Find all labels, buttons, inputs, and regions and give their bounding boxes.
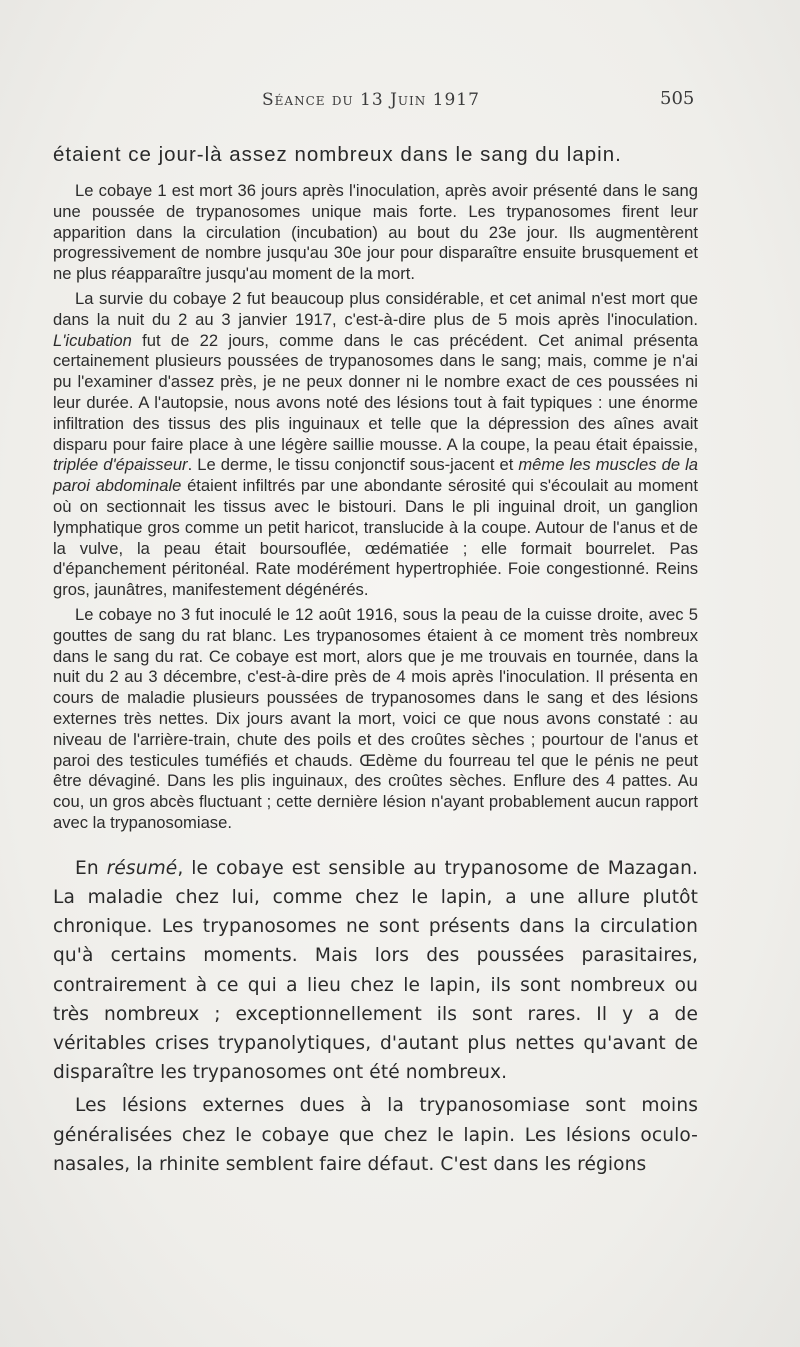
page-number: 505: [660, 88, 695, 109]
paragraph-cobaye-3: Le cobaye no 3 fut inoculé le 12 août 1916, sous la peau de la cuisse droite, avec 5 gouttes de sang du rat blanc. Les trypanosomes étaient à ce moment très nombreux dans le sang du rat. Ce cobaye est mort, alors que je me trouvais en tournée, dans la nuit du 2 au 3 décembre, c'est-à-dire près de 4 mois après l'inoculation. Il présenta en cours de maladie plusieurs poussées de trypanosomes dans le sang et des lésions externes très nettes. Dix jours avant la mort, voici ce que nous avons constaté : au niveau de l'arrière-train, chute des poils et des croûtes sèches ; pourtour de l'anus et paroi des testicules tuméfiés et chauds. Œdème du fourreau tel que le pénis ne peut être dévaginé. Dans les plis inguinaux, des croûtes sèches. Enflure des 4 pattes. Au cou, un gros abcès fluctuant ; cette dernière lésion n'ayant probablement aucun rapport avec la trypanosomiase.: [53, 604, 698, 832]
text-segment: En: [75, 857, 107, 879]
running-head: Séance du 13 Juin 1917: [262, 90, 480, 110]
text-segment: . Le derme, le tissu conjonctif sous-jacent et: [187, 455, 519, 475]
text-segment: , le cobaye est sensible au trypanosome de Mazagan. La maladie chez lui, comme chez le lapin, a une allure plutôt chronique. Les trypanosomes ne sont présents dans la circulation qu'à certains moments. Mais lors des poussées parasitaires, contrairement à ce qui a lieu chez le lapin, ils sont nombreux ou très nombreux ; exceptionnellement ils sont rares. Il y a de véritables crises trypanolytiques, d'autant plus nettes qu'avant de disparaître les trypanosomes ont été nombreux.: [53, 857, 698, 1084]
paragraph-cobaye-2: [53, 289, 698, 601]
page-header: [0, 86, 800, 116]
paragraph-cobaye-1: Le cobaye 1 est mort 36 jours après l'inoculation, après avoir présenté dans le sang une poussée de trypanosomes unique mais forte. Les trypanosomes firent leur apparition dans la circulation (incubation) au bout du 23e jour. Ils augmentèrent progressivement de nombre jusqu'au 30e jour pour disparaître ensuite brusquement et ne plus réapparaître jusqu'au moment de la mort.: [53, 181, 698, 284]
text-segment: fut de 22 jours, comme dans le cas précédent. Cet animal présenta certainement plusieurs poussées de trypanosomes dans le sang; mais, comme je n'ai pu l'examiner d'assez près, je ne peux donner ni le nombre exact de ces poussées ni leur durée. A l'autopsie, nous avons noté des lésions tout à fait typiques : une énorme infiltration des tissus des plis inguinaux et telle que la dépression des aînes avait disparu pour faire place à une légère saillie mousse. A la coupe, la peau était épaissie,: [53, 330, 698, 454]
italic-muscles: même les muscles de la paroi abdominale: [53, 455, 698, 496]
text-segment: étaient infiltrés par une abondante sérosité qui s'écoulait au moment où on sectionnait les tissus avec le bistouri. Dans le pli inguinal droit, un ganglion lymphatique gros comme un petit haricot, translucide à la coupe. Autour de l'anus et de la vulve, la peau était boursouflée, œdématiée ; elle formait bourrelet. Pas d'épanchement péritonéal. Rate modérément hypertrophiée. Foie congestionné. Reins gros, jaunâtres, manifestement dégénérés.: [53, 476, 698, 600]
continuation-line: étaient ce jour-là assez nombreux dans le sang du lapin.: [53, 143, 622, 166]
italic-triplee: triplée d'épaisseur: [53, 455, 188, 475]
italic-resume: résumé: [106, 857, 178, 879]
page-body: [53, 140, 698, 1179]
paragraph-lesions: Les lésions externes dues à la trypanosomiase sont moins généralisées chez le cobaye que chez le lapin. Les lésions oculo-nasales, la rhinite semblent faire défaut. C'est dans les régions: [53, 1095, 698, 1175]
italic-incubation: L'icubation: [53, 330, 132, 350]
text-segment: La survie du cobaye 2 fut beaucoup plus considérable, et cet animal n'est mort que dans la nuit du 2 au 3 janvier 1917, c'est-à-dire plus de 5 mois après l'inoculation.: [53, 288, 698, 329]
paragraph-resume: [53, 854, 698, 1088]
